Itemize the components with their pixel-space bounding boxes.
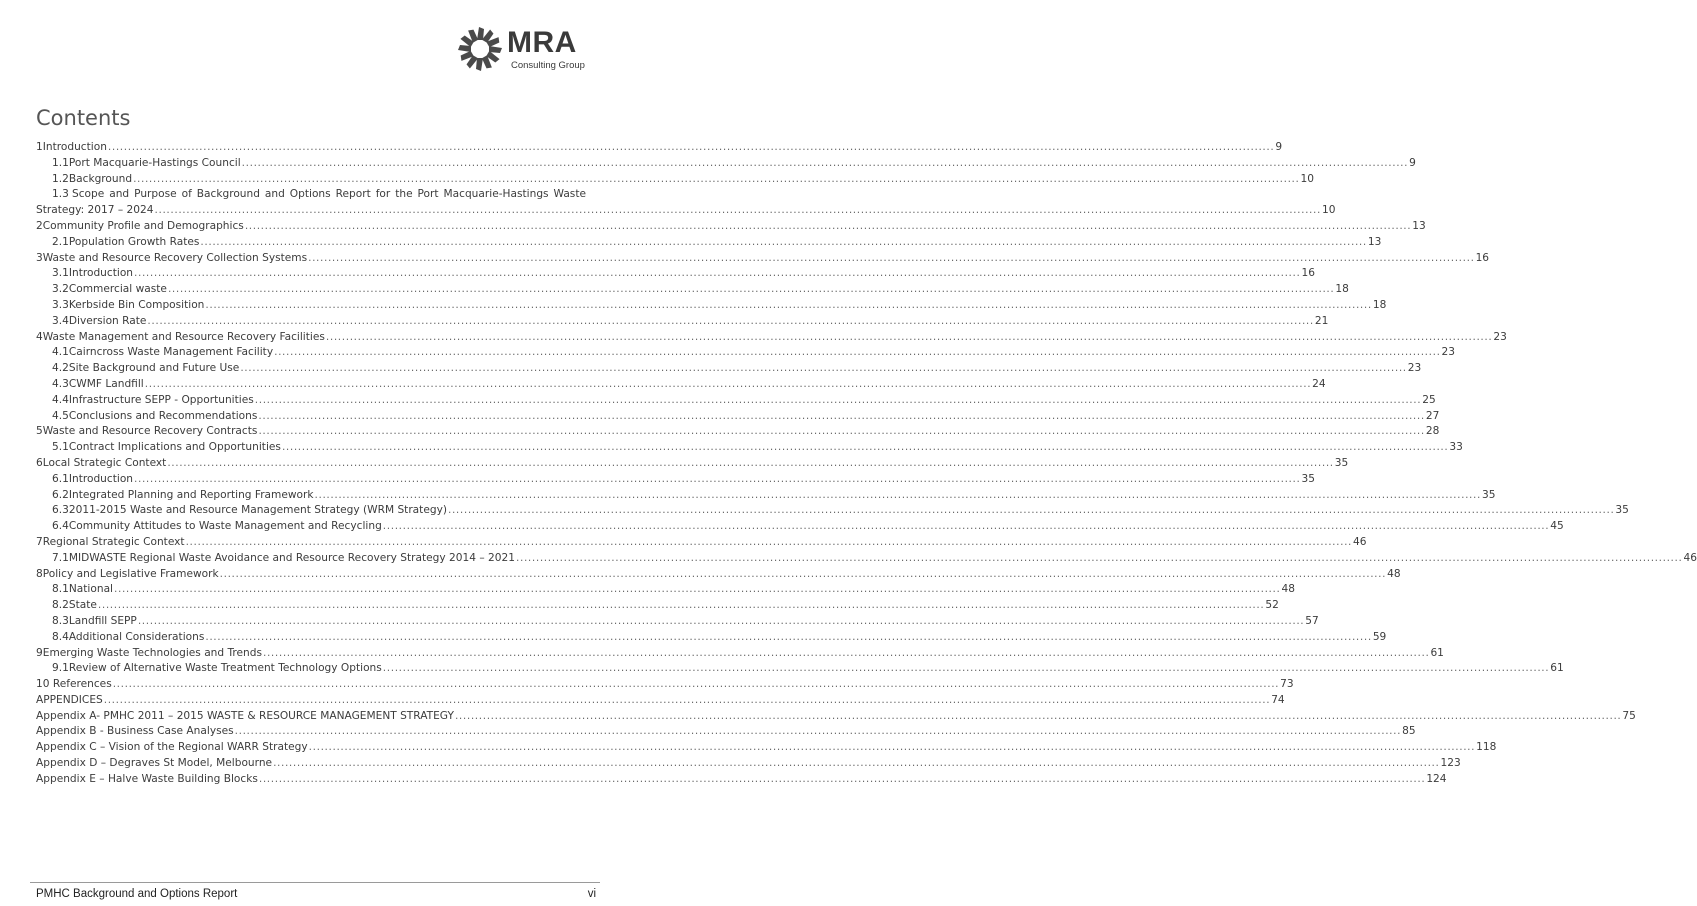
toc-leader-dots xyxy=(383,519,1549,535)
toc-entry[interactable] xyxy=(36,361,1422,377)
toc-entry-number: 4 xyxy=(36,330,43,343)
toc-entry-number: 5 xyxy=(36,425,43,438)
toc-entry-title: Integrated Planning and Reporting Framework xyxy=(68,488,314,501)
toc-entry[interactable] xyxy=(36,724,1416,740)
toc-entry-page: 123 xyxy=(1440,757,1461,770)
table-of-contents xyxy=(36,140,1697,788)
toc-leader-dots xyxy=(326,330,1492,346)
toc-entry-number: 5.1 xyxy=(52,441,69,454)
toc-entry-page: 118 xyxy=(1476,741,1497,754)
toc-entry[interactable] xyxy=(36,345,1456,361)
toc-entry-number: 8.4 xyxy=(52,630,69,643)
toc-leader-dots xyxy=(138,614,1304,630)
footer-page-number: vi xyxy=(587,888,596,900)
toc-leader-dots xyxy=(167,456,1333,472)
toc-entry-title: MIDWASTE Regional Waste Avoidance and Resource Recovery Strategy 2014 – 2021 xyxy=(68,551,516,564)
toc-entry-page: 23 xyxy=(1493,330,1507,343)
toc-entry[interactable] xyxy=(36,377,1326,393)
toc-leader-dots xyxy=(220,567,1386,583)
toc-entry-title: National xyxy=(68,583,114,596)
toc-entry-page: 46 xyxy=(1353,535,1367,548)
toc-leader-dots xyxy=(274,345,1440,361)
contents-heading: Contents xyxy=(36,106,131,130)
toc-entry-title: Appendix E – Halve Waste Building Blocks xyxy=(36,772,258,785)
toc-leader-dots xyxy=(263,646,1429,662)
toc-leader-dots xyxy=(255,393,1421,409)
toc-entry[interactable] xyxy=(36,661,1564,677)
toc-entry-number: 2 xyxy=(36,219,43,232)
toc-entry-page: 23 xyxy=(1441,346,1456,359)
toc-leader-dots xyxy=(186,535,1352,551)
toc-entry-page: 25 xyxy=(1422,393,1436,406)
toc-leader-dots xyxy=(235,724,1401,740)
toc-entry-page: 33 xyxy=(1449,441,1463,454)
toc-entry-page: 35 xyxy=(1334,456,1349,469)
toc-leader-dots xyxy=(315,488,1481,504)
toc-entry[interactable] xyxy=(36,266,1315,282)
toc-entry-number: 1 xyxy=(36,141,43,153)
toc-entry-title: Background xyxy=(68,172,133,185)
toc-leader-dots xyxy=(240,361,1406,377)
toc-entry-number: 3.2 xyxy=(52,283,69,296)
toc-entry-title: Community Profile and Demographics xyxy=(42,219,244,232)
toc-entry-title: Introduction xyxy=(68,472,134,485)
toc-leader-dots xyxy=(308,251,1474,267)
toc-entry[interactable] xyxy=(36,598,1279,614)
toc-entry-title: Appendix C – Vision of the Regional WARR Strategy xyxy=(36,741,308,754)
toc-leader-dots xyxy=(155,203,1321,219)
toc-leader-dots xyxy=(205,298,1371,314)
toc-entry-title: 2011-2015 Waste and Resource Management Strategy (WRM Strategy) xyxy=(68,504,447,517)
toc-entry-page: 13 xyxy=(1412,219,1426,232)
toc-entry-page: 48 xyxy=(1387,567,1401,580)
toc-entry-page: 16 xyxy=(1301,267,1315,280)
toc-entry-title: Emerging Waste Technologies and Trends xyxy=(42,646,262,659)
toc-entry-page: 124 xyxy=(1426,772,1447,785)
toc-leader-dots xyxy=(205,630,1371,646)
toc-entry-page: 48 xyxy=(1281,583,1295,596)
toc-entry-title: APPENDICES xyxy=(36,693,103,706)
toc-entry-title: Port Macquarie-Hastings Council xyxy=(68,156,241,169)
toc-entry-page: 35 xyxy=(1615,504,1629,517)
toc-entry[interactable] xyxy=(36,409,1440,425)
toc-entry-page: 9 xyxy=(1409,156,1416,169)
toc-entry-title: Review of Alternative Waste Treatment Technology Options xyxy=(68,662,382,675)
toc-entry-title: Scope and Purpose of Background and Options Report for the Port Macquarie-Hastings Waste xyxy=(72,188,586,201)
toc-entry-title: 10 References xyxy=(36,678,112,691)
toc-entry[interactable] xyxy=(36,440,1463,456)
toc-leader-dots xyxy=(113,677,1279,693)
toc-entry-number: 6 xyxy=(36,456,43,469)
toc-entry-page: 27 xyxy=(1425,409,1440,422)
toc-entry-number: 8.3 xyxy=(52,614,69,627)
toc-leader-dots xyxy=(448,503,1614,519)
toc-leader-dots xyxy=(516,551,1682,567)
toc-leader-dots xyxy=(168,282,1334,298)
toc-entry-number: 3.3 xyxy=(52,298,69,311)
toc-leader-dots xyxy=(273,756,1439,772)
toc-leader-dots xyxy=(242,156,1408,172)
toc-entry-title: Appendix B - Business Case Analyses xyxy=(36,725,234,738)
toc-entry[interactable] xyxy=(36,251,1490,267)
toc-entry-number: 7.1 xyxy=(52,551,69,564)
toc-entry[interactable] xyxy=(36,614,1319,630)
toc-leader-dots xyxy=(259,772,1425,788)
toc-entry-number: 4.3 xyxy=(52,377,69,390)
toc-entry[interactable] xyxy=(36,646,1444,662)
toc-entry-page: 85 xyxy=(1402,725,1416,738)
toc-entry[interactable] xyxy=(36,519,1564,535)
toc-entry-page: 10 xyxy=(1321,204,1336,217)
toc-leader-dots xyxy=(245,219,1411,235)
toc-entry-title: Waste and Resource Recovery Contracts xyxy=(42,425,258,438)
toc-entry-page: 9 xyxy=(1275,141,1283,153)
toc-entry-title: Commercial waste xyxy=(68,283,167,296)
logo-subtitle: Consulting Group xyxy=(511,60,585,71)
toc-entry-title: State xyxy=(68,599,97,612)
toc-leader-dots xyxy=(200,235,1366,251)
toc-entry[interactable] xyxy=(36,567,1401,583)
toc-entry-page: 61 xyxy=(1550,662,1564,675)
toc-entry-page: 23 xyxy=(1407,362,1422,375)
logo-name: MRA xyxy=(507,26,577,59)
toc-entry-page: 24 xyxy=(1312,377,1326,390)
toc-entry-page: 45 xyxy=(1550,520,1564,533)
toc-leader-dots xyxy=(133,172,1299,188)
toc-entry-title: Introduction xyxy=(68,267,134,280)
toc-entry[interactable] xyxy=(36,488,1496,504)
toc-entry[interactable] xyxy=(36,140,1283,156)
toc-entry[interactable] xyxy=(36,219,1426,235)
toc-entry-number: 1.3 xyxy=(52,188,69,201)
toc-entry-page: 18 xyxy=(1335,283,1349,296)
toc-entry-page: 16 xyxy=(1475,251,1490,264)
toc-leader-dots xyxy=(309,740,1475,756)
toc-leader-dots xyxy=(383,661,1549,677)
toc-leader-dots xyxy=(258,409,1424,425)
toc-entry-number: 8.1 xyxy=(52,583,69,596)
toc-entry-page: 61 xyxy=(1430,646,1444,659)
footer-document-title: PMHC Background and Options Report xyxy=(36,888,238,900)
toc-entry[interactable] xyxy=(36,772,1447,788)
toc-entry[interactable] xyxy=(36,472,1315,488)
toc-entry[interactable] xyxy=(36,187,1336,219)
toc-entry-page: 75 xyxy=(1622,709,1636,722)
toc-leader-dots xyxy=(108,140,1274,156)
toc-entry-title: Infrastructure SEPP - Opportunities xyxy=(68,393,254,406)
toc-entry[interactable] xyxy=(36,456,1349,472)
toc-entry-number: 2.1 xyxy=(52,235,69,248)
toc-entry[interactable] xyxy=(36,551,1697,567)
toc-entry[interactable] xyxy=(36,172,1314,188)
toc-entry-title: Appendix A- PMHC 2011 – 2015 WASTE & RESOURCE MANAGEMENT STRATEGY xyxy=(36,709,454,722)
toc-entry-number: 1.1 xyxy=(52,156,69,169)
toc-entry-title: Waste and Resource Recovery Collection Systems xyxy=(42,251,308,264)
toc-entry-page: 13 xyxy=(1367,235,1382,248)
toc-entry-number: 6.4 xyxy=(52,520,69,533)
toc-leader-dots xyxy=(258,424,1424,440)
toc-entry-number: 4.4 xyxy=(52,393,69,406)
toc-entry-page: 18 xyxy=(1372,298,1387,311)
mra-logo xyxy=(455,22,605,78)
toc-entry-title: Conclusions and Recommendations xyxy=(68,409,258,422)
toc-entry-page: 35 xyxy=(1481,488,1496,501)
toc-leader-dots xyxy=(147,314,1313,330)
toc-entry[interactable] xyxy=(36,503,1629,519)
toc-entry-title: CWMF Landfill xyxy=(68,377,144,390)
toc-entry-number: 6.3 xyxy=(52,504,69,517)
toc-entry-number: 6.2 xyxy=(52,488,69,501)
toc-entry-number: 3.4 xyxy=(52,314,69,327)
toc-entry-page: 73 xyxy=(1280,678,1294,691)
toc-entry[interactable] xyxy=(36,393,1436,409)
toc-entry[interactable] xyxy=(36,677,1294,693)
toc-entry-number: 9 xyxy=(36,646,43,659)
toc-entry-title: Waste Management and Resource Recovery Facilities xyxy=(42,330,325,343)
toc-entry-title-continued: Strategy: 2017 – 2024 xyxy=(36,204,154,217)
toc-entry-title: Cairncross Waste Management Facility xyxy=(68,346,274,359)
toc-leader-dots xyxy=(282,440,1448,456)
toc-entry-page: 52 xyxy=(1265,599,1279,612)
toc-entry-title: Introduction xyxy=(42,141,107,153)
toc-entry[interactable] xyxy=(36,424,1440,440)
toc-entry-number: 8 xyxy=(36,567,43,580)
toc-entry-title: Kerbside Bin Composition xyxy=(68,298,205,311)
toc-entry-title: Population Growth Rates xyxy=(68,235,200,248)
toc-entry[interactable] xyxy=(36,756,1461,772)
toc-entry[interactable] xyxy=(36,330,1507,346)
toc-leader-dots xyxy=(98,598,1264,614)
toc-entry-page: 46 xyxy=(1683,551,1697,564)
toc-entry[interactable] xyxy=(36,156,1416,172)
toc-entry-number: 6.1 xyxy=(52,472,69,485)
toc-entry-number: 3 xyxy=(36,251,43,264)
toc-entry-title: Diversion Rate xyxy=(68,314,147,327)
toc-entry[interactable] xyxy=(36,298,1387,314)
mra-logo-mark-icon xyxy=(455,24,505,74)
toc-entry-number: 7 xyxy=(36,535,43,548)
toc-leader-dots xyxy=(134,266,1300,282)
toc-entry-number: 4.1 xyxy=(52,346,69,359)
toc-entry-page: 28 xyxy=(1425,425,1440,438)
toc-leader-dots xyxy=(145,377,1311,393)
toc-entry[interactable] xyxy=(36,709,1636,725)
toc-entry-page: 35 xyxy=(1301,472,1315,485)
toc-leader-dots xyxy=(114,582,1280,598)
footer-divider xyxy=(30,882,600,883)
toc-entry[interactable] xyxy=(36,235,1382,251)
toc-entry-title: Contract Implications and Opportunities xyxy=(68,441,281,454)
toc-entry-page: 10 xyxy=(1300,172,1314,185)
toc-entry[interactable] xyxy=(36,693,1285,709)
toc-entry-title: Appendix D – Degraves St Model, Melbourne xyxy=(36,757,273,770)
toc-entry[interactable] xyxy=(36,535,1367,551)
toc-entry-title: Landfill SEPP xyxy=(68,614,137,627)
toc-leader-dots xyxy=(104,693,1270,709)
toc-entry-page: 57 xyxy=(1305,614,1319,627)
toc-entry[interactable] xyxy=(36,282,1349,298)
toc-entry-title: Site Background and Future Use xyxy=(68,362,240,375)
toc-entry[interactable] xyxy=(36,630,1387,646)
toc-entry-number: 9.1 xyxy=(52,662,69,675)
toc-entry-number: 4.5 xyxy=(52,409,69,422)
toc-entry[interactable] xyxy=(36,740,1497,756)
toc-entry-title: Regional Strategic Context xyxy=(42,535,185,548)
toc-entry-title: Policy and Legislative Framework xyxy=(42,567,219,580)
toc-entry-title: Community Attitudes to Waste Management and Recycling xyxy=(68,520,382,533)
toc-entry-page: 74 xyxy=(1271,693,1285,706)
toc-entry-number: 4.2 xyxy=(52,362,69,375)
toc-entry[interactable] xyxy=(36,314,1329,330)
toc-leader-dots xyxy=(134,472,1300,488)
toc-leader-dots xyxy=(455,709,1621,725)
toc-entry-title: Local Strategic Context xyxy=(42,456,167,469)
toc-entry-number: 3.1 xyxy=(52,267,69,280)
toc-entry-number: 1.2 xyxy=(52,172,69,185)
toc-entry-number: 8.2 xyxy=(52,599,69,612)
toc-entry-page: 21 xyxy=(1314,314,1329,327)
toc-entry-title: Additional Considerations xyxy=(68,630,205,643)
toc-entry[interactable] xyxy=(36,582,1295,598)
toc-entry-page: 59 xyxy=(1372,630,1387,643)
